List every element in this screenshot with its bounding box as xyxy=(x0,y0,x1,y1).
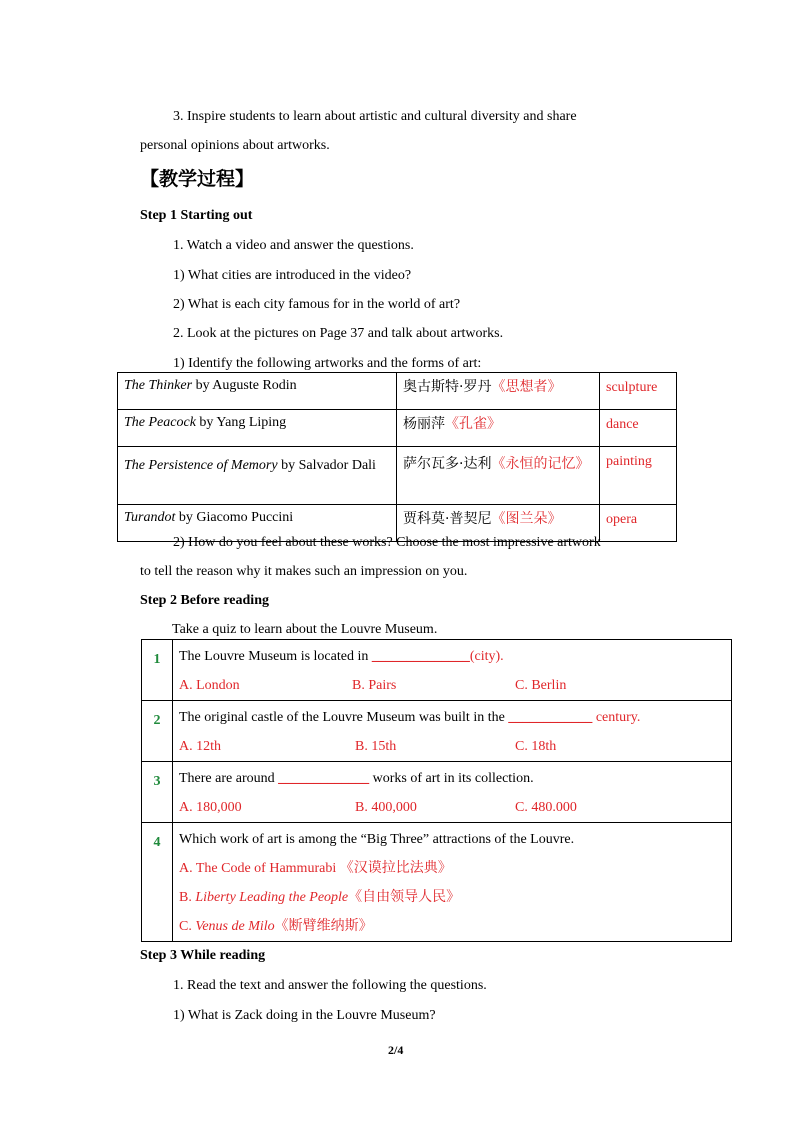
artwork-chinese-cell xyxy=(397,410,600,447)
options-row xyxy=(173,732,731,761)
answer-blank: ____________ xyxy=(508,710,593,725)
option-title: Venus de Milo xyxy=(195,919,275,934)
step1-item2: 2. Look at the pictures on Page 37 and talk about artworks. xyxy=(173,326,504,341)
option-c: C. Berlin xyxy=(515,678,567,693)
artwork-chinese-cell xyxy=(397,447,600,505)
option-b xyxy=(173,883,731,912)
artwork-name-cell xyxy=(118,373,397,410)
artwork-title: The Persistence of Memory xyxy=(124,458,278,473)
question-cell xyxy=(173,701,732,762)
option-b: B. 15th xyxy=(355,739,397,754)
step3-item1: 1. Read the text and answer the following the questions. xyxy=(173,978,487,993)
option-b: B. Pairs xyxy=(352,678,397,693)
option-a: A. 12th xyxy=(179,739,221,754)
option-c: C. 18th xyxy=(515,739,557,754)
artwork-artist: by Salvador Dali xyxy=(277,458,376,473)
artwork-title: The Thinker xyxy=(124,378,193,393)
artwork-title: The Peacock xyxy=(124,415,196,430)
step1-q2: 2) What is each city famous for in the world of art? xyxy=(173,297,461,312)
artwork-name-cell xyxy=(118,447,397,505)
option-prefix: C. xyxy=(179,919,196,934)
step1-feel-line1: 2) How do you feel about these works? Choose the most impressive artwork xyxy=(173,535,601,550)
question-number: 2 xyxy=(142,701,173,762)
option-c xyxy=(173,912,731,941)
objective-3-line1: 3. Inspire students to learn about artistic and cultural diversity and share xyxy=(173,109,577,124)
chinese-title: 《思想者》 xyxy=(491,379,562,395)
option-prefix: B. xyxy=(179,890,196,905)
step1-identify: 1) Identify the following artworks and the forms of art: xyxy=(173,356,482,371)
option-a: A. London xyxy=(179,678,240,693)
option-a: A. The Code of Hammurabi 《汉谟拉比法典》 xyxy=(179,861,452,876)
chinese-title: 《孔雀》 xyxy=(445,416,501,432)
art-form-cell: painting xyxy=(600,447,677,505)
artwork-artist: by Yang Liping xyxy=(195,415,287,430)
step2-heading: Step 2 Before reading xyxy=(140,593,269,608)
question-prefix: The original castle of the Louvre Museum was built in the xyxy=(179,710,509,725)
option-c: C. 480.000 xyxy=(515,800,577,815)
step2-intro: Take a quiz to learn about the Louvre Museum. xyxy=(172,622,438,637)
question-text xyxy=(173,764,731,793)
chinese-title: 《永恒的记忆》 xyxy=(491,456,590,472)
question-suffix: century. xyxy=(592,710,641,725)
answer-blank: _____________ xyxy=(278,771,370,786)
page-number: 2/4 xyxy=(388,1043,404,1057)
artwork-artist: by Giacomo Puccini xyxy=(175,510,294,525)
step1-q1: 1) What cities are introduced in the video? xyxy=(173,268,412,283)
question-suffix: (city). xyxy=(469,649,504,664)
artwork-name-cell xyxy=(118,410,397,447)
option-b: B. 400,000 xyxy=(355,800,417,815)
step1-feel-line2: to tell the reason why it makes such an impression on you. xyxy=(140,564,468,579)
table-row xyxy=(118,447,677,505)
option-title: Liberty Leading the People xyxy=(195,890,349,905)
chinese-artist: 奥古斯特·罗丹 xyxy=(403,379,492,395)
table-row xyxy=(142,701,732,762)
option-a: A. 180,000 xyxy=(179,800,242,815)
option-chinese: 《断臂维纳斯》 xyxy=(274,918,373,934)
artwork-artist: by Auguste Rodin xyxy=(192,378,297,393)
objective-3-line2: personal opinions about artworks. xyxy=(140,138,330,153)
section-title: 【教学过程】 xyxy=(140,168,255,190)
question-suffix: works of art in its collection. xyxy=(369,771,534,786)
step3-q1: 1) What is Zack doing in the Louvre Museum? xyxy=(173,1008,436,1023)
table-row xyxy=(142,823,732,942)
options-row xyxy=(173,671,731,700)
chinese-artist: 贾科莫·普契尼 xyxy=(403,511,492,527)
question-cell xyxy=(173,762,732,823)
art-form-cell: dance xyxy=(600,410,677,447)
table-row xyxy=(142,762,732,823)
question-number: 3 xyxy=(142,762,173,823)
chinese-title: 《图兰朵》 xyxy=(491,511,562,527)
artwork-title: Turandot xyxy=(124,510,176,525)
question-cell xyxy=(173,640,732,701)
question-prefix: The Louvre Museum is located in xyxy=(179,649,372,664)
option-chinese: 《自由领导人民》 xyxy=(348,889,461,905)
chinese-artist: 萨尔瓦多·达利 xyxy=(403,456,492,472)
step3-heading: Step 3 While reading xyxy=(140,948,266,963)
question-prefix: There are around xyxy=(179,771,279,786)
art-form-cell: sculpture xyxy=(600,373,677,410)
question-number: 4 xyxy=(142,823,173,942)
answer-blank: ______________ xyxy=(371,649,470,664)
question-text xyxy=(173,642,731,671)
artworks-table xyxy=(117,372,677,542)
step1-item1: 1. Watch a video and answer the questions. xyxy=(173,238,414,253)
artwork-chinese-cell xyxy=(397,373,600,410)
chinese-artist: 杨丽萍 xyxy=(403,416,445,432)
question-number: 1 xyxy=(142,640,173,701)
table-row xyxy=(142,640,732,701)
table-row xyxy=(118,373,677,410)
art-form-cell: opera xyxy=(600,505,677,542)
options-row xyxy=(173,793,731,822)
step1-heading: Step 1 Starting out xyxy=(140,208,253,223)
quiz-table xyxy=(141,639,732,942)
question-cell xyxy=(173,823,732,942)
question-text xyxy=(173,703,731,732)
question-text: Which work of art is among the “Big Three” attractions of the Louvre. xyxy=(179,832,575,847)
table-row xyxy=(118,410,677,447)
